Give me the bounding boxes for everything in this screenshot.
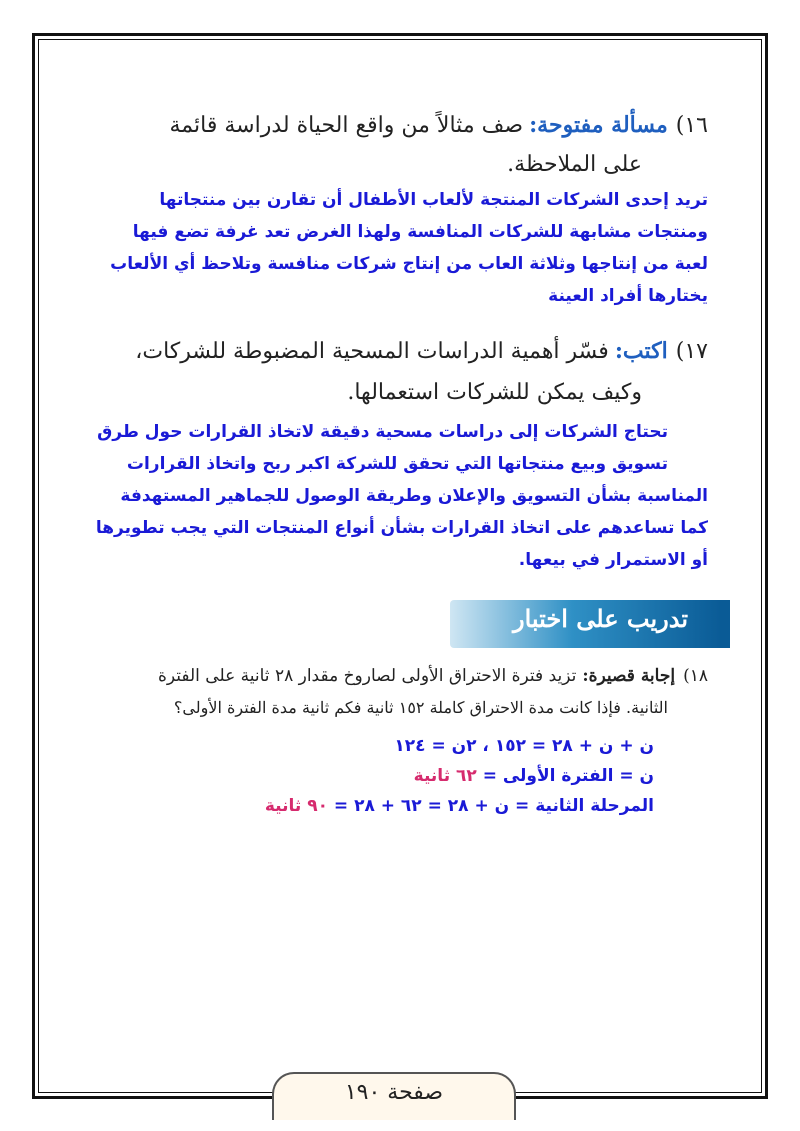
section-banner: [450, 600, 722, 648]
question-16-continuation: على الملاحظة.: [507, 152, 642, 177]
solution-text: المرحلة الثانية = ن + ٢٨ = ٦٢ + ٢٨ =: [333, 796, 654, 816]
question-text: صف مثالاً من واقع الحياة لدراسة قائمة: [169, 113, 524, 138]
answer-17-line: تسويق وبيع منتجاتها التي تحقق للشركة اكبر ربح واتخاذ القرارات: [126, 454, 668, 474]
question-17: [60, 338, 708, 365]
solution-line-1: ن + ن + ٢٨ = ١٥٢ ، ٢ن = ١٢٤: [394, 736, 654, 756]
question-tag: إجابة قصيرة:: [582, 666, 676, 686]
answer-17-line: تحتاج الشركات إلى دراسات مسحية دقيقة لاتخاذ القرارات حول طرق: [97, 422, 668, 442]
question-18-continuation: الثانية. فإذا كانت مدة الاحتراق كاملة ١٥٢ ثانية فكم ثانية مدة الفترة الأولى؟: [173, 698, 668, 717]
question-17-continuation: وكيف يمكن للشركات استعمالها.: [347, 380, 642, 405]
question-number: ١٨): [683, 666, 708, 686]
question-text: فسّر أهمية الدراسات المسحية المضبوطة للشركات،: [135, 339, 609, 364]
answer-17-line: المناسبة بشأن التسويق والإعلان وطريقة الوصول للجماهير المستهدفة: [120, 486, 708, 506]
solution-text: ن = الفترة الأولى =: [482, 766, 654, 786]
question-number: ١٦): [675, 113, 708, 138]
question-number: ١٧): [675, 339, 708, 364]
question-tag: مسألة مفتوحة:: [529, 112, 668, 138]
question-16: [60, 112, 708, 139]
answer-16-line: لعبة من إنتاجها وثلاثة العاب من إنتاج شركات منافسة وتلاحظ أي الألعاب: [110, 254, 708, 274]
solution-line-2: [414, 766, 654, 786]
answer-17-line: أو الاستمرار في بيعها.: [518, 550, 708, 570]
solution-result: ٦٢ ثانية: [413, 766, 477, 786]
page-number: صفحة ١٩٠: [344, 1080, 444, 1105]
answer-16-line: تريد إحدى الشركات المنتجة لألعاب الأطفال أن تقارن بين منتجاتها: [159, 190, 708, 210]
question-tag: اكتب:: [614, 338, 668, 364]
question-text: تزيد فترة الاحتراق الأولى لصاروخ مقدار ٢٨ ثانية على الفترة: [157, 666, 577, 686]
answer-16-line: يختارها أفراد العينة: [548, 286, 708, 306]
solution-line-3: [265, 796, 654, 816]
answer-17-line: كما تساعدهم على اتخاذ القرارات بشأن أنواع المنتجات التي يجب تطويرها: [95, 518, 708, 538]
banner-title: تدريب على اختبار: [513, 604, 688, 633]
page-number-tab: [272, 1072, 516, 1120]
question-18: [158, 666, 708, 686]
answer-16-line: ومنتجات مشابهة للشركات المنافسة ولهذا الغرض تعد غرفة تضع فيها: [132, 222, 708, 242]
solution-result: ٩٠ ثانية: [264, 796, 328, 816]
banner-tail: [720, 600, 730, 648]
